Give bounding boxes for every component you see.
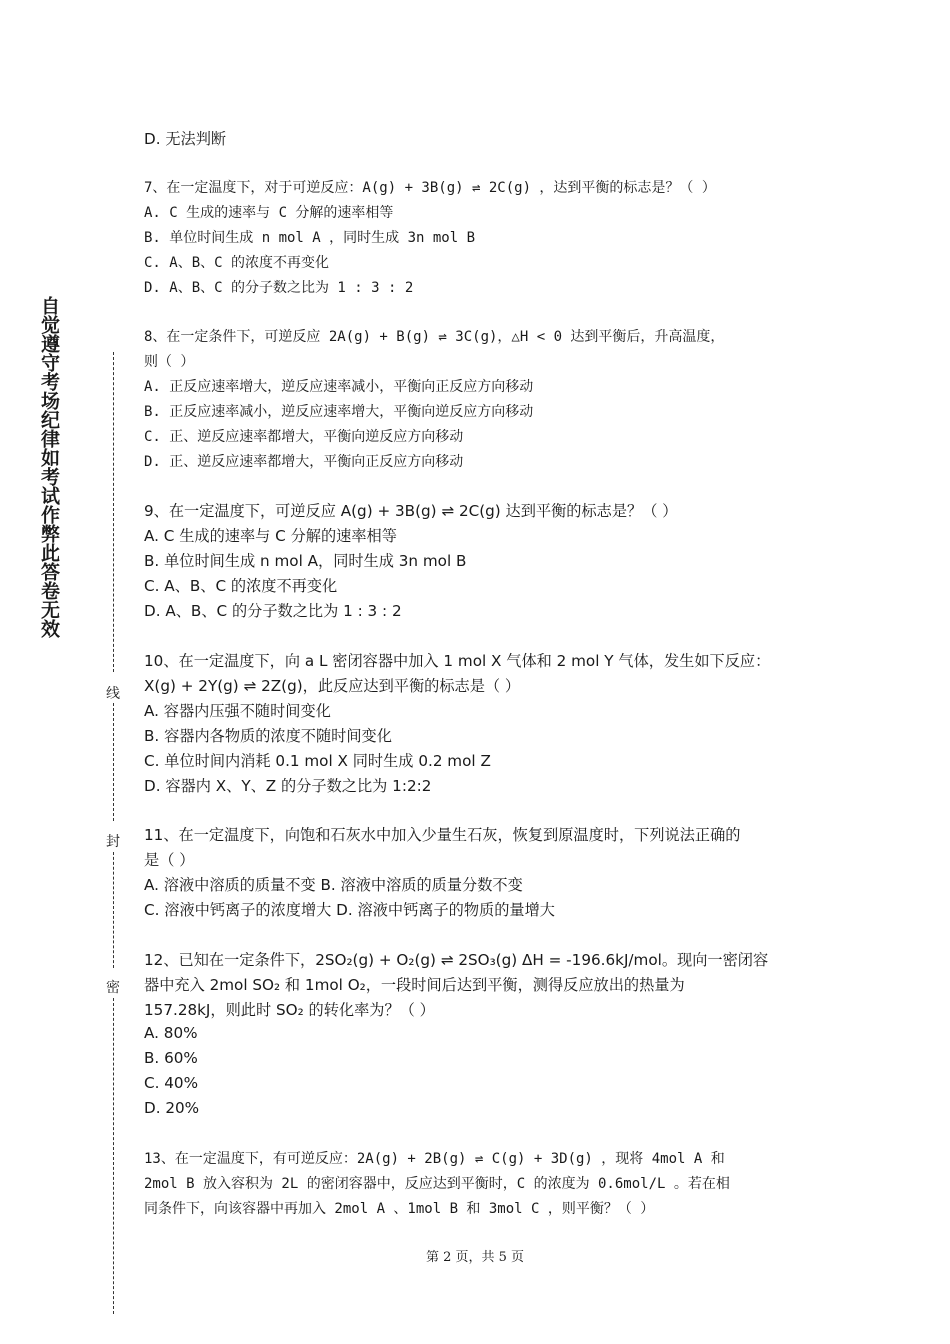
q12-option-a: A. 80% — [144, 1024, 198, 1042]
binding-secret-label: 密 — [106, 980, 120, 996]
q10-stem: 10、在一定温度下，向 a L 密闭容器中加入 1 mol X 气体和 2 mol Y 气体，发生如下反应： — [144, 652, 771, 670]
q12-option-b: B. 60% — [144, 1049, 198, 1067]
q8-stem: 8、在一定条件下，可逆反应 2A(g) + B(g) ⇌ 3C(g)，△H < 0 达到平衡后，升高温度， — [144, 329, 725, 345]
q8-option-a: A. 正反应速率增大，逆反应速率减小，平衡向正反应方向移动 — [144, 379, 534, 395]
binding-dashed-line — [113, 852, 114, 968]
q10-option-a: A. 容器内压强不随时间变化 — [144, 702, 331, 720]
q9-option-b: B. 单位时间生成 n mol A，同时生成 3n mol B — [144, 552, 467, 570]
q6-option-d: D. 无法判断 — [144, 130, 227, 148]
q10-option-b: B. 容器内各物质的浓度不随时间变化 — [144, 727, 392, 745]
binding-seal-label: 封 — [106, 834, 120, 850]
q12-stem: 12、已知在一定条件下，2SO₂(g) + O₂(g) ⇌ 2SO₃(g) ΔH = -196.6kJ/mol。现向一密闭容 — [144, 951, 769, 969]
q12-option-c: C. 40% — [144, 1074, 199, 1092]
q11-options-cd: C. 溶液中钙离子的浓度增大 D. 溶液中钙离子的物质的量增大 — [144, 901, 555, 919]
binding-dashed-line — [113, 998, 114, 1314]
q9-option-d: D. A、B、C 的分子数之比为 1 : 3 : 2 — [144, 602, 402, 620]
exam-discipline-notice: 自觉遵守考场纪律如考试作弊此答卷无效 — [38, 296, 60, 638]
q8-option-d: D. 正、逆反应速率都增大，平衡向正反应方向移动 — [144, 454, 464, 470]
q12-stem-cont: 器中充入 2mol SO₂ 和 1mol O₂，一段时间后达到平衡，测得反应放出的热量为 — [144, 976, 685, 994]
q13-stem-cont: 2mol B 放入容积为 2L 的密闭容器中，反应达到平衡时，C 的浓度为 0.6mol/L 。若在相 — [144, 1176, 730, 1192]
binding-dashed-line — [113, 352, 114, 672]
q13-stem-cont2: 同条件下，向该容器中再加入 2mol A 、1mol B 和 3mol C ，则平衡？（ ） — [144, 1201, 655, 1217]
q8-option-b: B. 正反应速率减小，逆反应速率增大，平衡向逆反应方向移动 — [144, 404, 534, 420]
q10-option-c: C. 单位时间内消耗 0.1 mol X 同时生成 0.2 mol Z — [144, 752, 491, 770]
q9-stem: 9、在一定温度下，可逆反应 A(g) + 3B(g) ⇌ 2C(g) 达到平衡的标志是？（ ） — [144, 502, 678, 520]
q8-option-c: C. 正、逆反应速率都增大，平衡向逆反应方向移动 — [144, 429, 464, 445]
q12-option-d: D. 20% — [144, 1099, 200, 1117]
q8-stem-cont: 则（ ） — [144, 354, 195, 370]
q12-stem-cont2: 157.28kJ，则此时 SO₂ 的转化率为？（ ） — [144, 1001, 435, 1019]
q9-option-a: A. C 生成的速率与 C 分解的速率相等 — [144, 527, 397, 545]
q9-option-c: C. A、B、C 的浓度不再变化 — [144, 577, 338, 595]
q7-option-a: A. C 生成的速率与 C 分解的速率相等 — [144, 205, 394, 221]
q7-option-b: B. 单位时间生成 n mol A ，同时生成 3n mol B — [144, 230, 476, 246]
q7-option-d: D. A、B、C 的分子数之比为 1 : 3 : 2 — [144, 280, 414, 296]
q10-option-d: D. 容器内 X、Y、Z 的分子数之比为 1:2:2 — [144, 777, 432, 795]
q13-stem: 13、在一定温度下，有可逆反应：2A(g) + 2B(g) ⇌ C(g) + 3D(g) ，现将 4mol A 和 — [144, 1151, 725, 1167]
binding-line-label: 线 — [106, 686, 120, 702]
page-number: 第 2 页，共 5 页 — [425, 1250, 525, 1265]
q11-options-ab: A. 溶液中溶质的质量不变 B. 溶液中溶质的质量分数不变 — [144, 876, 523, 894]
q11-stem: 11、在一定温度下，向饱和石灰水中加入少量生石灰，恢复到原温度时，下列说法正确的 — [144, 826, 741, 844]
q7-stem: 7、在一定温度下，对于可逆反应：A(g) + 3B(g) ⇌ 2C(g) ，达到平衡的标志是？（ ） — [144, 180, 716, 196]
binding-dashed-line — [113, 703, 114, 821]
q7-option-c: C. A、B、C 的浓度不再变化 — [144, 255, 330, 271]
q10-stem-cont: X(g) + 2Y(g) ⇌ 2Z(g)，此反应达到平衡的标志是（ ） — [144, 677, 521, 695]
q11-stem-cont: 是（ ） — [144, 851, 195, 869]
